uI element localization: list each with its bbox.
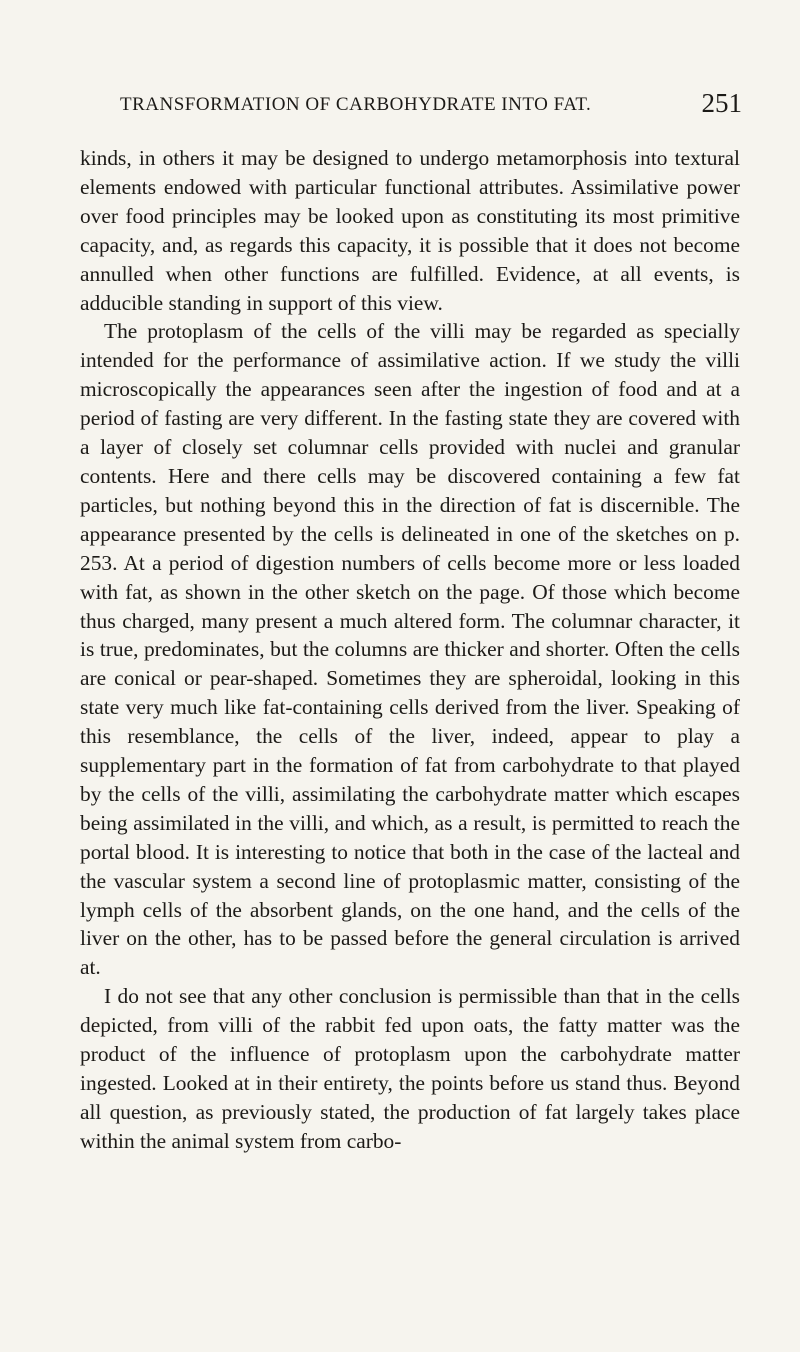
paragraph-3: I do not see that any other conclusion is permissible than that in the cells depicted, from villi of the rabbit fed upon oats, the fatty matter was the product of the influence of protoplasm upon the carbohydrate matter ingested. Looked at in their entirety, the points before us stand thus. Beyond all question, as previously stated, the production of fat largely takes place within the animal system from carbo- [80, 984, 740, 1153]
paragraph-2: The protoplasm of the cells of the villi may be regarded as specially intended for the performance of assimilative action. If we study the villi microscopically the appearances seen after the ingestion of food and at a period of fasting are very different. In the fasting state they are covered with a layer of closely set columnar cells provided with nuclei and granular contents. Here and there cells may be discovered containing a few fat particles, but nothing beyond this in the direction of fat is discernible. The appearance presented by the cells is delineated in one of the sketches on p. 253. At a period of digestion numbers of cells become more or less loaded with fat, as shown in the other sketch on the page. Of those which become thus charged, many present a much altered form. The columnar character, it is true, predominates, but the columns are thicker and shorter. Often the cells are conical or pear-shaped. Sometimes they are spheroidal, looking in this state very much like fat-containing cells derived from the liver. Speaking of this resemblance, the cells of the liver, indeed, appear to play a supplementary part in the formation of fat from carbohydrate to that played by the cells of the villi, assimilating the carbohydrate matter which escapes being assimilated in the villi, and which, as a result, is permitted to reach the portal blood. It is interesting to notice that both in the case of the lacteal and the vascular system a second line of protoplasmic matter, consisting of the lymph cells of the absorbent glands, on the one hand, and the cells of the liver on the other, has to be passed before the general circulation is arrived at. [80, 319, 740, 980]
running-head [0, 88, 800, 124]
paragraph-1: kinds, in others it may be designed to undergo metamorphosis into textural elements endowed with particular functional attributes. Assimilative power over food principles may be looked upon as constituting its most primitive capacity, and, as regards this capacity, it is possible that it does not become annulled when other functions are fulfilled. Evidence, at all events, is adducible standing in support of this view. [80, 146, 740, 315]
body-text [80, 144, 740, 1156]
page-number: 251 [701, 88, 742, 118]
running-title: TRANSFORMATION OF CARBOHYDRATE INTO FAT. [120, 94, 592, 115]
